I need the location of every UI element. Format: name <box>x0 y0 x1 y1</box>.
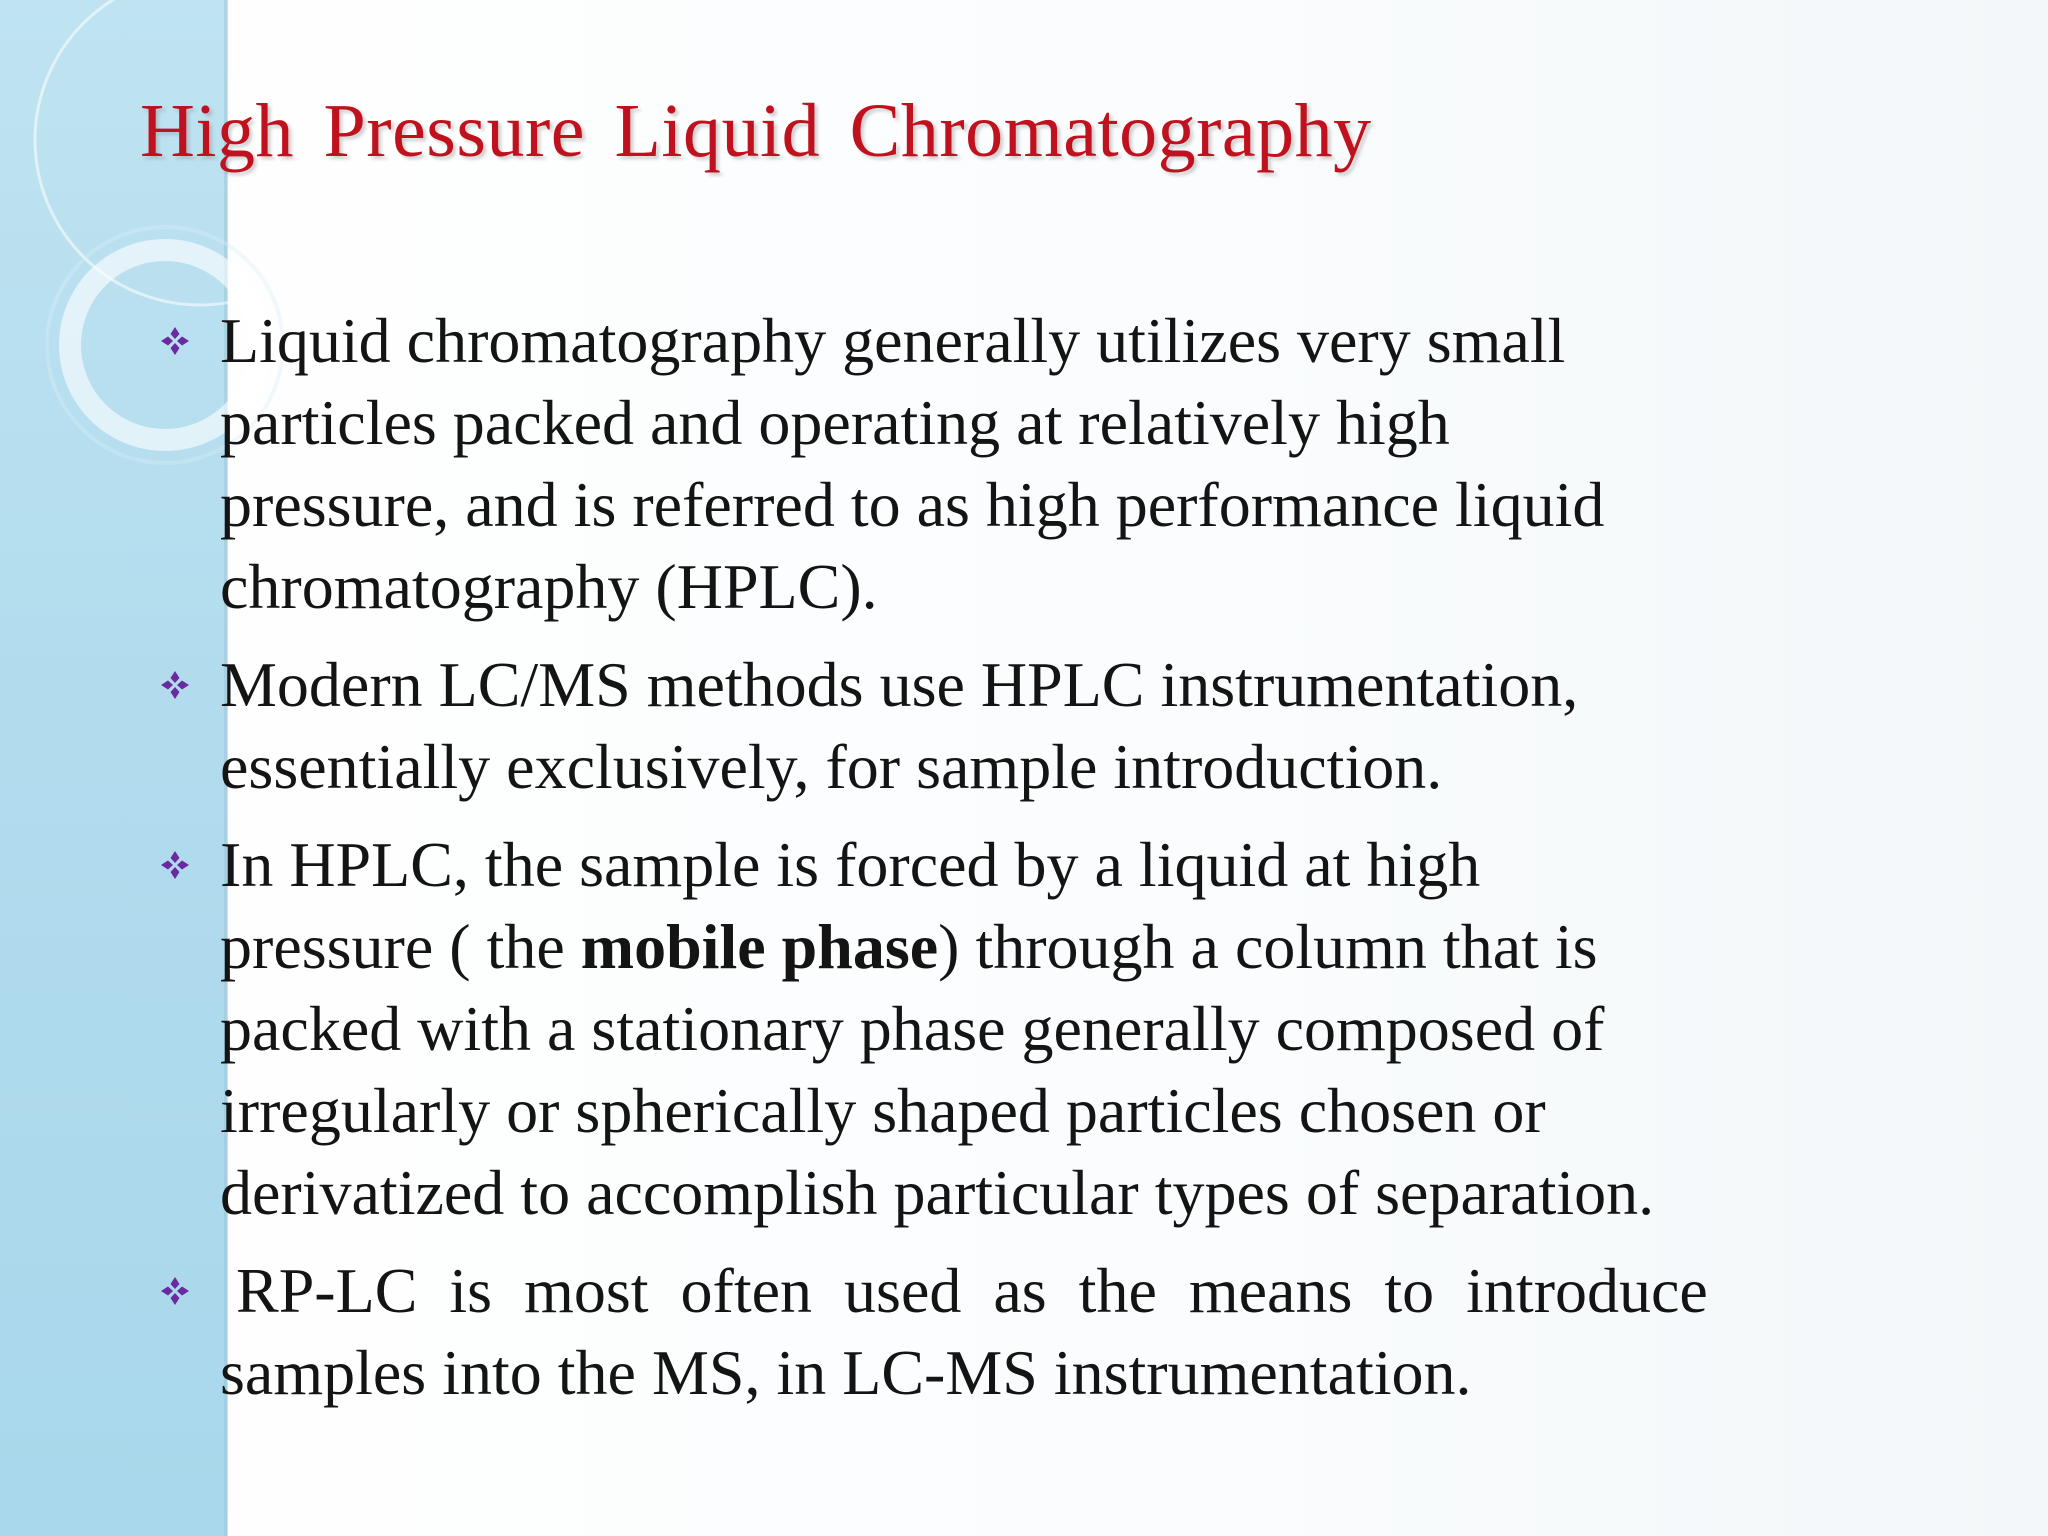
bold-term-mobile-phase: mobile phase <box>580 911 939 982</box>
bullet-line: samples into the MS, in LC-MS instrumentation. <box>220 1337 1472 1408</box>
slide-title: High Pressure Liquid Chromatography <box>140 89 1372 173</box>
bullet-line: irregularly or spherically shaped particles chosen or <box>220 1075 1546 1146</box>
bullet-line: In HPLC, the sample is forced by a liquid at high <box>220 829 1481 900</box>
bullet-line: chromatography (HPLC). <box>220 551 878 622</box>
bullet-item-lcms-methods <box>160 644 1860 808</box>
bullet-line: packed with a stationary phase generally composed of <box>220 993 1605 1064</box>
text-after-bold: ) through a column that is <box>938 911 1598 982</box>
diamond-bullet-icon <box>160 644 220 726</box>
bullet-line: derivatized to accomplish particular types of separation. <box>220 1157 1655 1228</box>
diamond-bullet-icon <box>160 824 220 906</box>
bullet-line: pressure, and is referred to as high performance liquid <box>220 469 1605 540</box>
diamond-bullet-icon <box>160 1250 220 1332</box>
diamond-bullet-icon <box>160 300 220 382</box>
bullet-line: Liquid chromatography generally utilizes very small <box>220 305 1566 376</box>
bullet-item-rplc <box>160 1250 1860 1414</box>
bullet-line: particles packed and operating at relatively high <box>220 387 1450 458</box>
bullet-text <box>220 1250 1708 1414</box>
bullet-text <box>220 300 1604 628</box>
bullet-item-hplc-definition <box>160 300 1860 628</box>
bullet-line: Modern LC/MS methods use HPLC instrumentation, <box>220 649 1579 720</box>
bullet-text <box>220 644 1578 808</box>
bullet-list <box>160 300 1860 1430</box>
bullet-line: RP-LC is most often used as the means to introduce <box>220 1255 1708 1326</box>
bullet-item-hplc-process <box>160 824 1860 1234</box>
text-before-bold: pressure ( the <box>220 911 581 982</box>
bullet-text <box>220 824 1654 1234</box>
bullet-line-with-bold <box>220 906 1654 988</box>
bullet-line: essentially exclusively, for sample introduction. <box>220 731 1443 802</box>
